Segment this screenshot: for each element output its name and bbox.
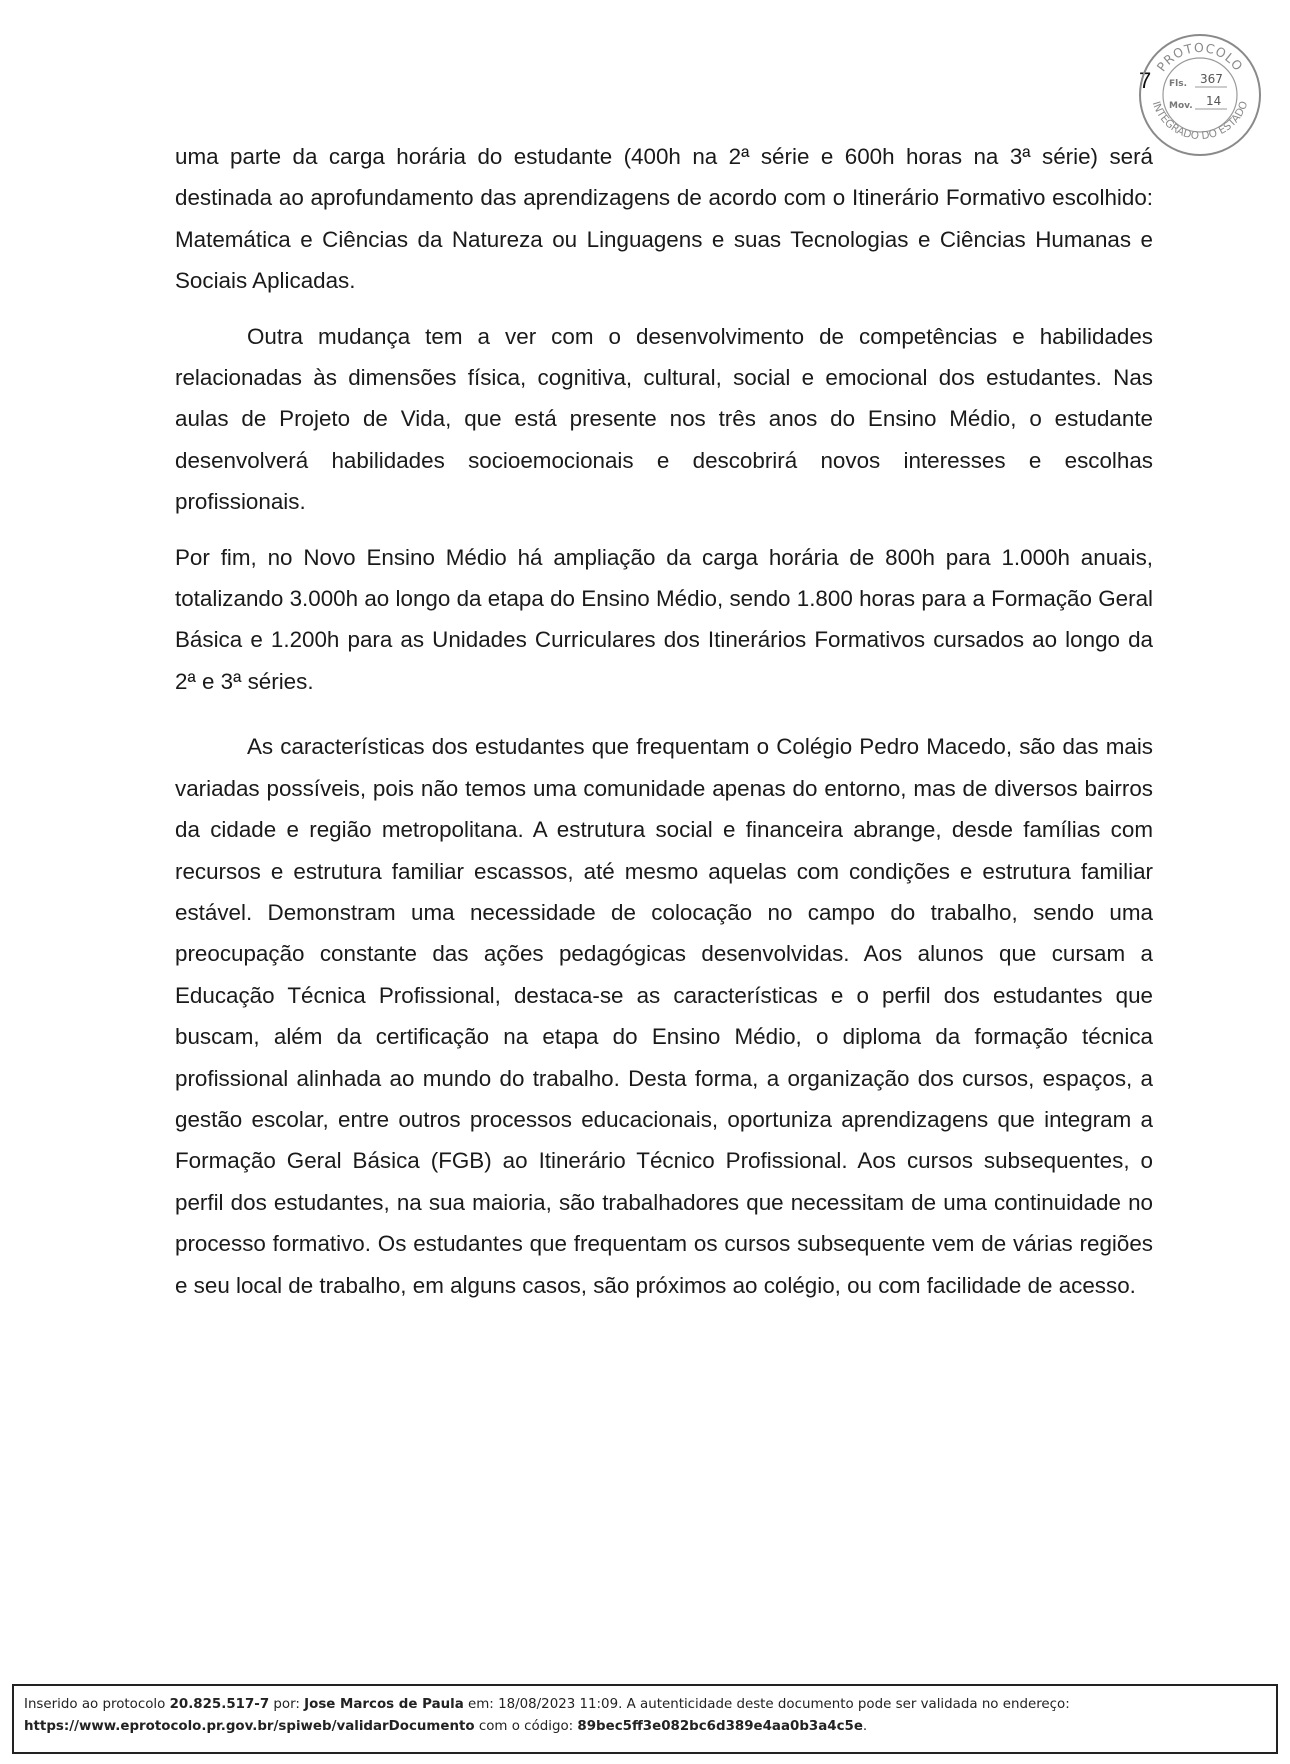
stamp-arc-side-text: INTEGRADO DO ESTADO <box>1149 99 1251 143</box>
footer-validation-url[interactable]: https://www.eprotocolo.pr.gov.br/spiweb/validarDocumento <box>24 1719 475 1734</box>
paragraph-curriculum-hours: uma parte da carga horária do estudante (400h na 2ª série e 600h horas na 3ª série) será destinada ao aprofundamento das aprendizagens de acordo com o Itinerário Formativo escolhido: Matemática e Ciências da Natureza ou Linguagens e suas Tecnologias e Ciências Humanas e Sociais Aplicadas. <box>175 144 1153 294</box>
protocol-footer <box>12 1684 1278 1754</box>
paragraph-student-profile: As características dos estudantes que frequentam o Colégio Pedro Macedo, são das mais variadas possíveis, pois não temos uma comunidade apenas do entorno, mas de diversos bairros da cidade e região metropolitana. A estrutura social e financeira abrange, desde famílias com recursos e estrutura familiar escassos, até mesmo aquelas com condições e estrutura familiar estável. Demonstram uma necessidade de colocação no campo do trabalho, sendo uma preocupação constante das ações pedagógicas desenvolvidas. Aos alunos que cursam a Educação Técnica Profissional, destaca-se as características e o perfil dos estudantes que buscam, além da certificação na etapa do Ensino Médio, o diploma da formação técnica profissional alinhada ao mundo do trabalho. Desta forma, a organização dos cursos, espaços, a gestão escolar, entre outros processos educacionais, oportuniza aprendizagens que integram a Formação Geral Básica (FGB) ao Itinerário Técnico Profissional. Aos cursos subsequentes, o perfil dos estudantes, na sua maioria, são trabalhadores que necessitam de uma continuidade no processo formativo. Os estudantes que frequentam os cursos subsequente vem de várias regiões e seu local de trabalho, em alguns casos, são próximos ao colégio, ou com facilidade de acesso. <box>175 734 1153 1298</box>
protocol-stamp <box>1137 32 1263 158</box>
paragraph-workload: Por fim, no Novo Ensino Médio há ampliação da carga horária de 800h para 1.000h anuais, totalizando 3.000h ao longo da etapa do Ensino Médio, sendo 1.800 horas para a Formação Geral Básica e 1.200h para as Unidades Curriculares dos Itinerários Formativos cursados ao longo da 2ª e 3ª séries. <box>175 544 1153 694</box>
footer-prefix: Inserido ao protocolo <box>24 1697 170 1712</box>
footer-validation-code: 89bec5ff3e082bc6d389e4aa0b3a4c5e <box>577 1719 863 1734</box>
footer-code-label: com o código: <box>474 1719 578 1734</box>
footer-author: Jose Marcos de Paula <box>304 1697 464 1712</box>
stamp-mov-value: 14 <box>1206 94 1222 108</box>
footer-suffix: . <box>862 1719 868 1734</box>
footer-by-label: por: <box>269 1697 305 1712</box>
footer-date-text: em: 18/08/2023 11:09. A autenticidade deste documento pode ser validada no endereço: <box>463 1697 1070 1712</box>
paragraph-competencies: Outra mudança tem a ver com o desenvolvimento de competências e habilidades relacionadas às dimensões física, cognitiva, cultural, social e emocional dos estudantes. Nas aulas de Projeto de Vida, que está presente nos três anos do Ensino Médio, o estudante desenvolverá habilidades socioemocionais e descobrirá novos interesses e escolhas profissionais. <box>175 323 1153 515</box>
stamp-arc-top-text: PROTOCOLO <box>1153 39 1247 75</box>
stamp-mov-label: Mov. <box>1169 101 1193 111</box>
stamp-fls-label: Fls. <box>1169 79 1188 89</box>
page-number: 7 <box>1139 68 1152 93</box>
footer-protocol-number: 20.825.517-7 <box>169 1697 270 1712</box>
document-body <box>175 136 1153 1306</box>
stamp-fls-value: 367 <box>1200 72 1223 86</box>
